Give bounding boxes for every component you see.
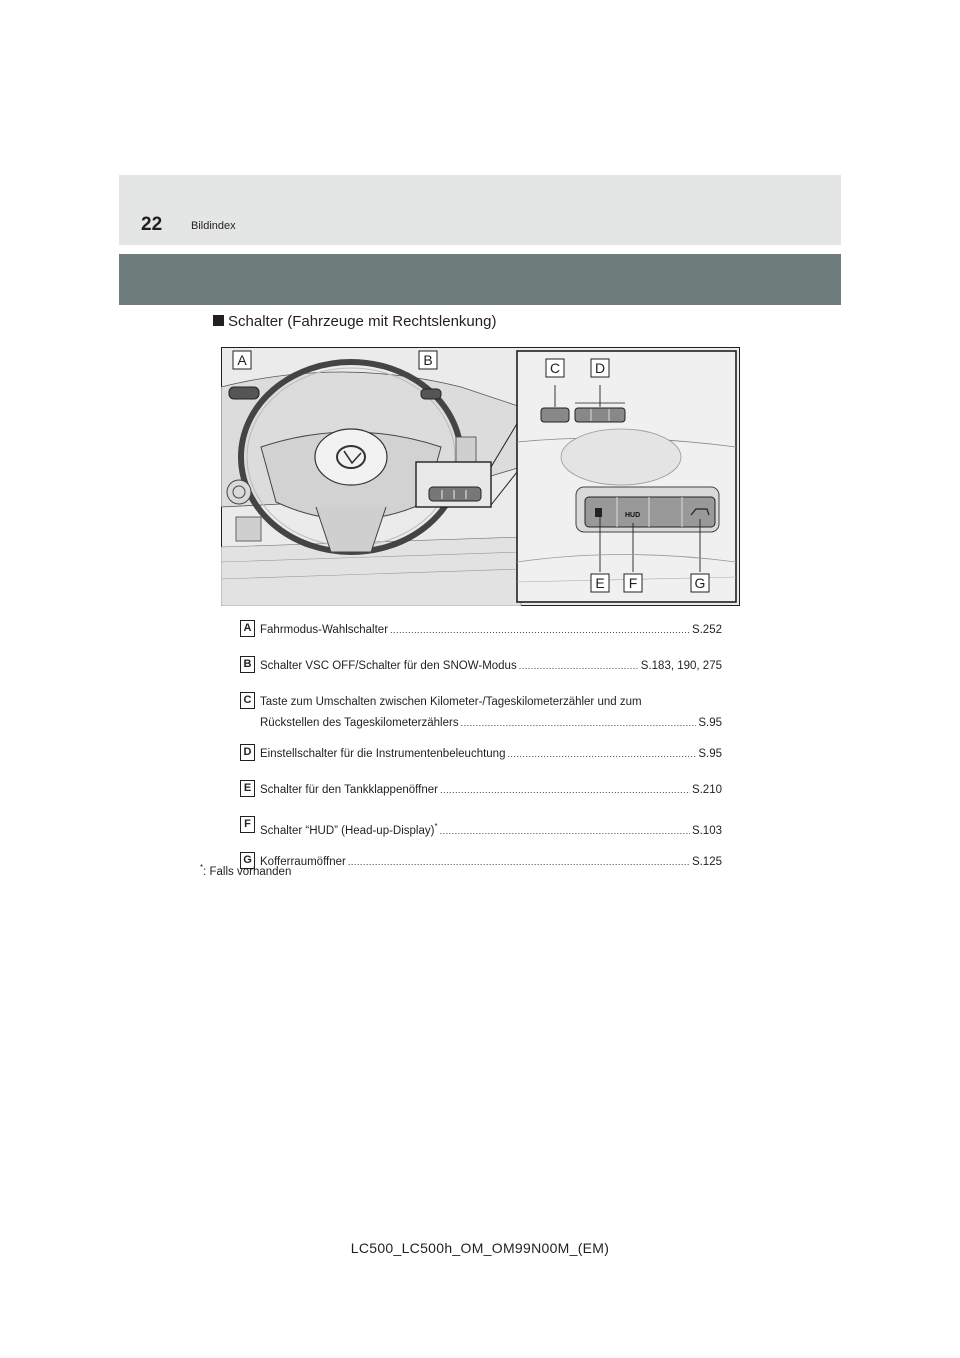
- leader-dots: [348, 855, 690, 870]
- hud-button-label: HUD: [625, 512, 641, 519]
- leader-dots: [440, 824, 690, 839]
- page-header: [119, 175, 841, 245]
- page-reference[interactable]: S.252: [691, 624, 722, 636]
- page-reference[interactable]: S.95: [698, 717, 722, 729]
- dashboard-illustration: [221, 347, 740, 606]
- item-letter-badge: A: [240, 620, 255, 637]
- item-letter-badge: D: [240, 744, 255, 761]
- item-letter-badge: E: [240, 780, 255, 797]
- callout-e: E: [595, 575, 605, 591]
- callout-g: G: [694, 575, 706, 591]
- item-letter-badge: B: [240, 656, 255, 673]
- callout-d: D: [594, 360, 606, 376]
- leader-dots: [507, 747, 696, 762]
- leader-dots: [519, 659, 639, 674]
- section-title: Bildindex: [191, 220, 236, 232]
- list-item: [240, 620, 722, 656]
- subheading-text: Schalter (Fahrzeuge mit Rechtslenkung): [228, 313, 497, 330]
- callout-f: F: [628, 575, 638, 591]
- item-label: Schalter VSC OFF/Schalter für den SNOW-Modus: [260, 660, 517, 672]
- callout-c: C: [549, 360, 561, 376]
- list-item: [240, 692, 722, 744]
- page-reference[interactable]: S.210: [691, 784, 722, 796]
- footnote-marker: *: [434, 822, 438, 831]
- leader-dots: [390, 623, 690, 638]
- callout-b: B: [423, 352, 433, 368]
- page-reference[interactable]: S.95: [698, 748, 722, 760]
- item-label: Schalter für den Tankklappenöffner: [260, 784, 438, 796]
- list-item: [240, 744, 722, 780]
- item-label: Schalter “HUD” (Head-up-Display): [260, 824, 435, 837]
- callout-a: A: [237, 352, 247, 368]
- item-letter-badge: C: [240, 692, 255, 709]
- subheading: [213, 312, 496, 332]
- page-footer: LC500_LC500h_OM_OM99N00M_(EM): [350, 1240, 610, 1256]
- footnote: [200, 860, 291, 880]
- item-label: Einstellschalter für die Instrumentenbeleuchtung: [260, 748, 506, 760]
- leader-dots: [440, 783, 690, 798]
- page-reference[interactable]: S.183, 190, 275: [640, 660, 722, 672]
- page-reference[interactable]: S.125: [691, 856, 722, 868]
- item-letter-badge: F: [240, 816, 255, 833]
- item-letter-badge: G: [240, 852, 255, 869]
- list-item: [240, 852, 722, 888]
- page-number: 22: [141, 214, 163, 235]
- leader-dots: [461, 716, 697, 731]
- footnote-text: : Falls vorhanden: [203, 865, 292, 878]
- list-item: [240, 656, 722, 692]
- dashboard-drawing: [221, 347, 740, 606]
- switch-list: [240, 620, 722, 888]
- list-item: [240, 780, 722, 816]
- square-bullet-icon: [213, 315, 224, 326]
- list-item: [240, 816, 722, 852]
- item-label-line: Taste zum Umschalten zwischen Kilometer-/Tageskilometerzähler und zum: [260, 696, 642, 708]
- item-label: Fahrmodus-Wahlschalter: [260, 624, 389, 636]
- footnote-marker: *: [200, 863, 204, 872]
- page-reference[interactable]: S.103: [691, 824, 722, 837]
- section-band: [119, 254, 841, 305]
- item-label: Kofferraumöffner: [260, 856, 346, 868]
- item-label: Rückstellen des Tageskilometerzählers: [260, 717, 459, 729]
